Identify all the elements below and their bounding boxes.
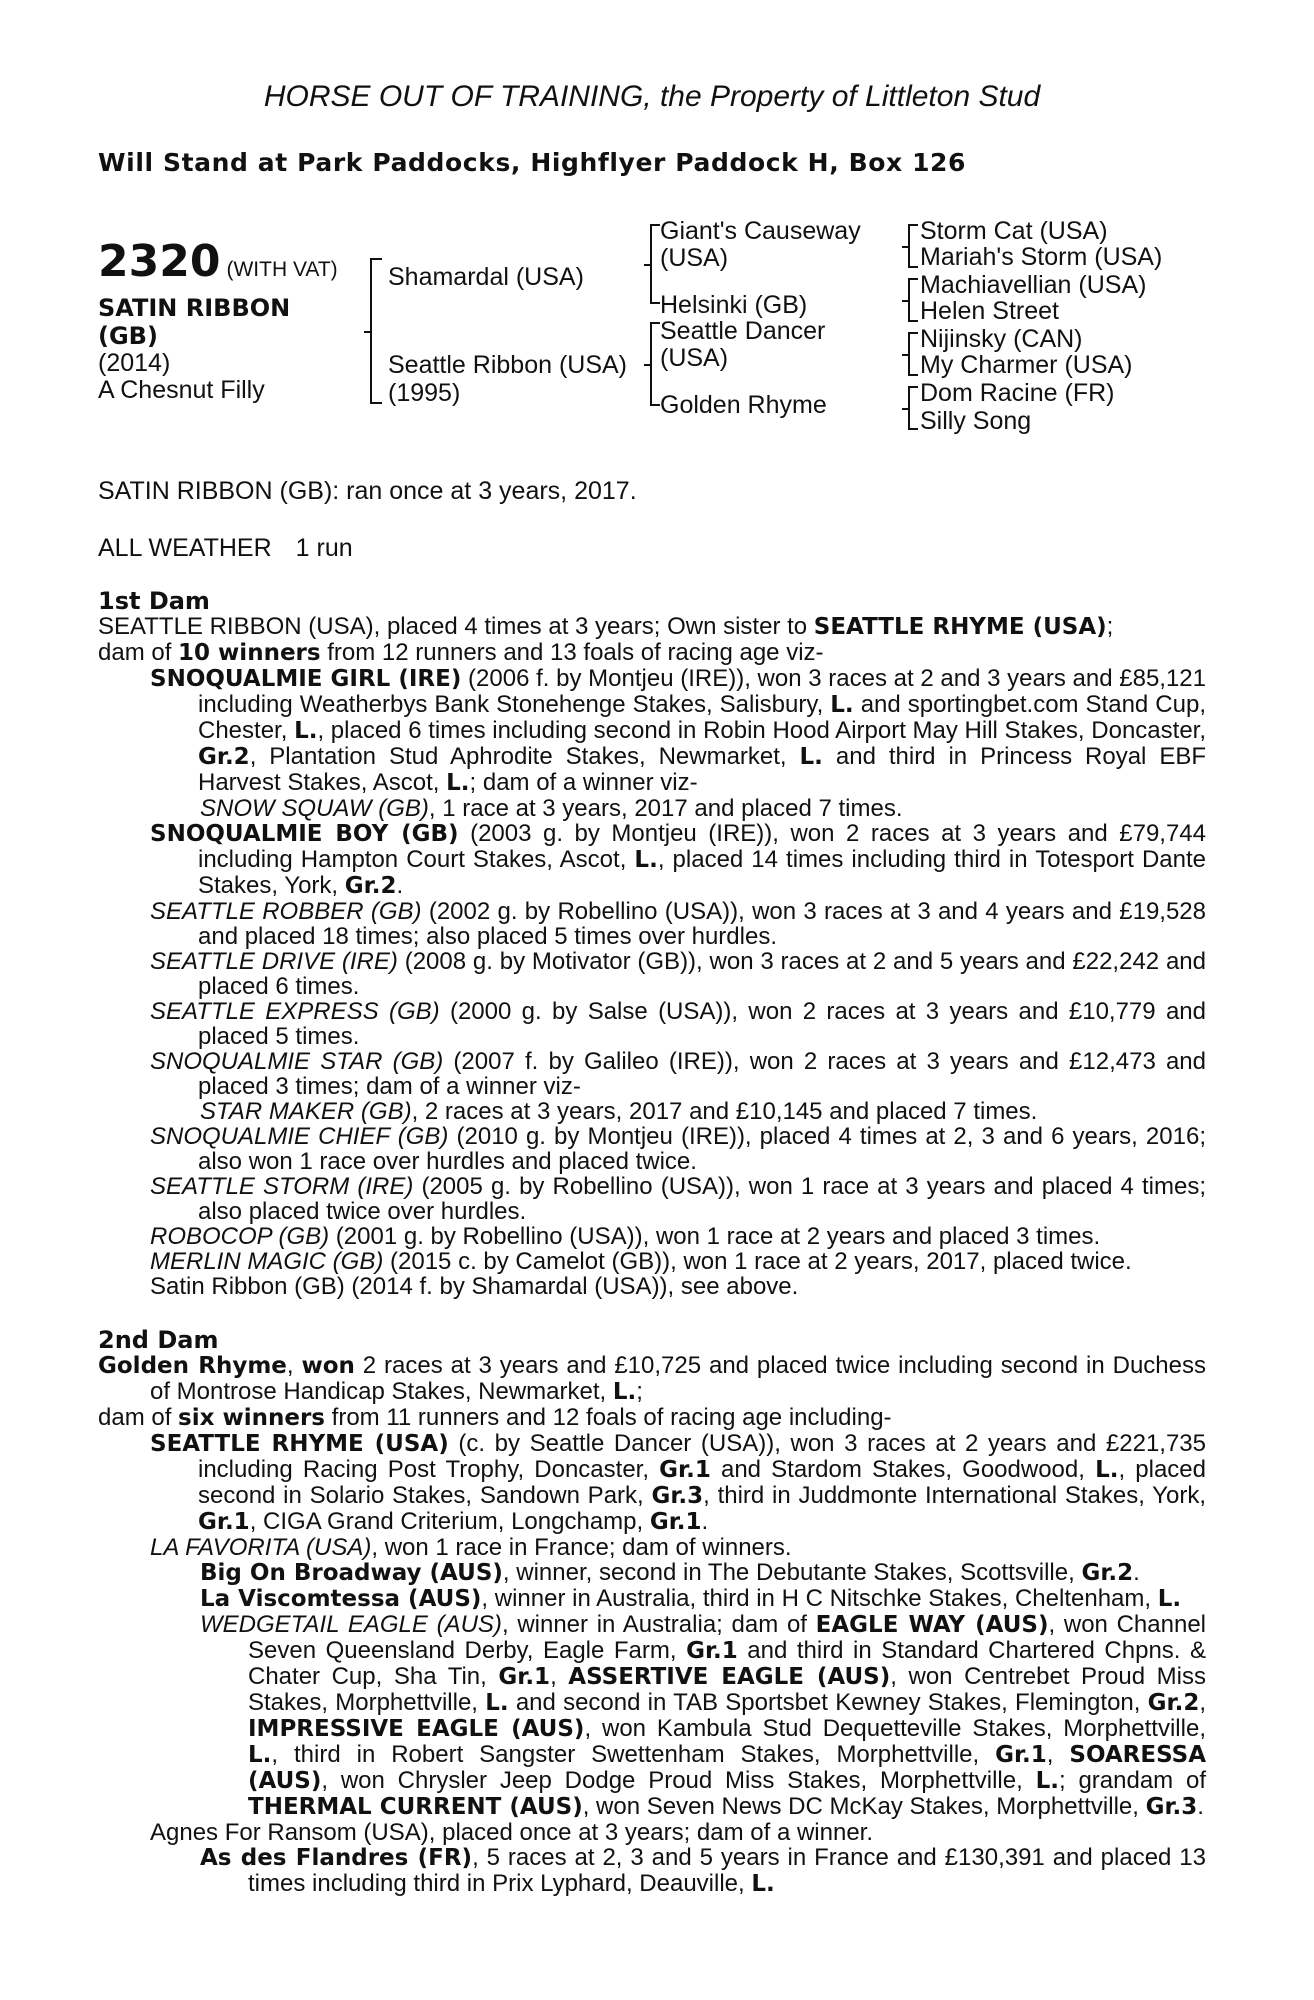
list-item: SNOQUALMIE STAR (GB) (2007 f. by Galileo (IRE)), won 2 races at 3 years and £12,473 and placed 3 times; dam of a winner viz-: [150, 1048, 1206, 1100]
vat-note: (WITH VAT): [226, 258, 338, 281]
all-weather-value: 1 run: [295, 534, 353, 562]
lot-info: [98, 238, 338, 404]
list-item: As des Flandres (FR), 5 races at 2, 3 and 5 years in France and £130,391 and placed 13 times including third in Prix Lyphard, Deauville, L.: [200, 1844, 1206, 1897]
pedigree-dam: Seattle Ribbon (USA): [388, 351, 628, 379]
first-dam-title: 1st Dam: [98, 587, 210, 615]
brace-gen3-4: [908, 386, 918, 430]
pedigree-dam-sire: Seattle Dancer (USA): [660, 317, 826, 372]
pedigree-ddd: Silly Song: [920, 407, 1032, 435]
list-item: SEATTLE DRIVE (IRE) (2008 g. by Motivator (GB)), won 3 races at 2 and 5 years and £22,242 and placed 6 times.: [150, 948, 1207, 1000]
brace-gen3-2: [908, 278, 918, 322]
first-dam-produce-summary: dam of 10 winners from 12 runners and 13 foals of racing age viz-: [98, 639, 824, 666]
list-item: SEATTLE EXPRESS (GB) (2000 g. by Salse (USA)), won 2 races at 3 years and £10,779 and placed 5 times.: [150, 998, 1206, 1050]
pedigree-sss: Storm Cat (USA): [920, 217, 1108, 245]
second-dam-title: 2nd Dam: [98, 1326, 219, 1354]
list-item: SEATTLE STORM (IRE) (2005 g. by Robellino (USA)), won 1 race at 3 years and placed 4 times; also placed twice over hurdles.: [150, 1173, 1206, 1225]
pedigree-table: [98, 214, 1206, 454]
list-item: SNOQUALMIE CHIEF (GB) (2010 g. by Montjeu (IRE)), placed 4 times at 2, 3 and 6 years, 2016; also won 1 race over hurdles and placed twice.: [150, 1123, 1206, 1175]
horse-description: A Chesnut Filly: [98, 376, 265, 404]
list-item: ROBOCOP (GB) (2001 g. by Robellino (USA)), won 1 race at 2 years and placed 3 times.: [150, 1223, 1101, 1250]
brace-gen3-3: [908, 332, 918, 376]
pedigree-ssd: Mariah's Storm (USA): [920, 243, 1163, 271]
second-dam-produce-summary: dam of six winners from 11 runners and 12 foals of racing age including-: [98, 1404, 892, 1431]
race-summary: SATIN RIBBON (GB): ran once at 3 years, 2017.: [98, 477, 637, 505]
pedigree-dam-year: (1995): [388, 379, 461, 407]
pedigree-sire-sire: Giant's Causeway (USA): [660, 217, 861, 272]
list-item: SEATTLE RHYME (USA) (c. by Seattle Dancer (USA)), won 3 races at 2 years and £221,735 including Racing Post Trophy, Doncaster, Gr.1 and Stardom Stakes, Goodwood, L., placed second in Solario Stakes, Sandown Park, Gr.3, third in Juddmonte International Stakes, York, Gr.1, CIGA Grand Criterium, Longchamp, Gr.1.: [150, 1430, 1207, 1535]
list-item: SNOQUALMIE BOY (GB) (2003 g. by Montjeu (IRE)), won 2 races at 3 years and £79,744 including Hampton Court Stakes, Ascot, L., placed 14 times including third in Totesport Dante Stakes, York, Gr.2.: [150, 820, 1207, 899]
catalogue-page: [98, 80, 1206, 1897]
pedigree-dsd: My Charmer (USA): [920, 351, 1133, 379]
horse-name: SATIN RIBBON (GB): [98, 294, 291, 350]
list-item: Satin Ribbon (GB) (2014 f. by Shamardal (USA)), see above.: [150, 1273, 799, 1300]
page-heading: HORSE OUT OF TRAINING, the Property of Littleton Stud: [263, 80, 1041, 113]
brace-gen2-top: [650, 224, 660, 304]
pedigree-sire-dam: Helsinki (GB): [660, 291, 808, 319]
list-item: WEDGETAIL EAGLE (AUS), winner in Australia; dam of EAGLE WAY (AUS), won Channel Seven Queensland Derby, Eagle Farm, Gr.1 and third in Standard Chartered Chpns. & Chater Cup, Sha Tin, Gr.1, ASSERTIVE EAGLE (AUS), won Centrebet Proud Miss Stakes, Morphettville, L. and second in TAB Sportsbet Kewney Stakes, Flemington, Gr.2, IMPRESSIVE EAGLE (AUS), won Kambula Stud Dequetteville Stakes, Morphettville, L., third in Robert Sangster Swettenham Stakes, Morphettville, Gr.1, SOARESSA (AUS), won Chrysler Jeep Dodge Proud Miss Stakes, Morphettville, L.; grandam of THERMAL CURRENT (AUS), won Seven News DC McKay Stakes, Morphettville, Gr.3.: [200, 1611, 1207, 1820]
list-item: MERLIN MAGIC (GB) (2015 c. by Camelot (GB)), won 1 race at 2 years, 2017, placed twice.: [150, 1248, 1132, 1275]
second-dam-intro: Golden Rhyme, won 2 races at 3 years and £10,725 and placed twice including second in Duchess of Montrose Handicap Stakes, Newmarket, L.;: [98, 1352, 1207, 1405]
pedigree-dds: Dom Racine (FR): [920, 379, 1115, 407]
list-item: SNOQUALMIE GIRL (IRE) (2006 f. by Montjeu (IRE)), won 3 races at 2 and 3 years and £85,121 including Weatherbys Bank Stonehenge Stakes, Salisbury, L. and sportingbet.com Stand Cup, Chester, L., placed 6 times including second in Robin Hood Airport May Hill Stakes, Doncaster, Gr.2, Plantation Stud Aphrodite Stakes, Newmarket, L. and third in Princess Royal EBF Harvest Stakes, Ascot, L.; dam of a winner viz-: [150, 665, 1207, 796]
brace-gen2-bottom: [650, 322, 660, 406]
list-item: SEATTLE ROBBER (GB) (2002 g. by Robellino (USA)), won 3 races at 3 and 4 years and £19,528 and placed 18 times; also placed 5 times over hurdles.: [150, 898, 1207, 950]
list-item: LA FAVORITA (USA), won 1 race in France; dam of winners.: [150, 1534, 792, 1561]
pedigree-dss: Nijinsky (CAN): [920, 325, 1083, 353]
pedigree-sdd: Helen Street: [920, 297, 1059, 325]
stand-location: Will Stand at Park Paddocks, Highflyer Paddock H, Box 126: [98, 148, 967, 177]
brace-gen3-1: [908, 224, 918, 268]
all-weather-record: [98, 535, 1206, 562]
all-weather-label: ALL WEATHER: [98, 534, 272, 562]
lot-number: 2320: [98, 236, 221, 287]
pedigree-sire: Shamardal (USA): [388, 263, 584, 291]
brace-gen1: [370, 258, 382, 404]
horse-year: (2014): [98, 349, 171, 377]
list-item: Big On Broadway (AUS), winner, second in The Debutante Stakes, Scottsville, Gr.2.: [200, 1559, 1140, 1586]
list-item: STAR MAKER (GB), 2 races at 3 years, 2017 and £10,145 and placed 7 times.: [200, 1098, 1038, 1125]
pedigree-sds: Machiavellian (USA): [920, 271, 1147, 299]
pedigree-dam-dam: Golden Rhyme: [660, 391, 827, 419]
list-item: La Viscomtessa (AUS), winner in Australia, third in H C Nitschke Stakes, Cheltenham, L.: [200, 1585, 1182, 1612]
first-dam-intro: SEATTLE RIBBON (USA), placed 4 times at 3 years; Own sister to SEATTLE RHYME (USA);: [98, 613, 1114, 640]
list-item: SNOW SQUAW (GB), 1 race at 3 years, 2017 and placed 7 times.: [200, 795, 903, 822]
list-item: Agnes For Ransom (USA), placed once at 3 years; dam of a winner.: [150, 1819, 874, 1846]
